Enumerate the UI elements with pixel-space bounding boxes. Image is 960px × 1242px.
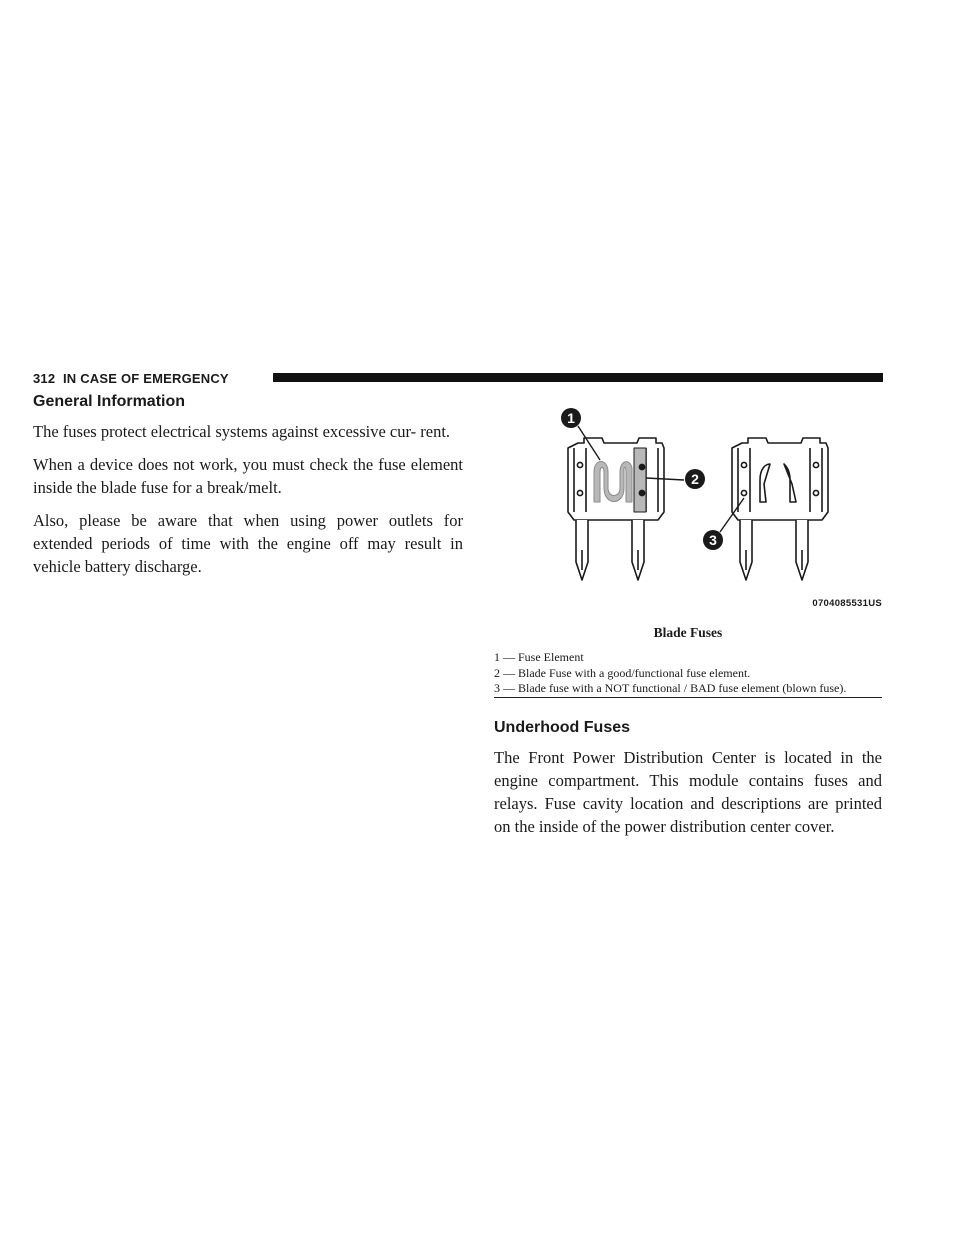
- header-rule: [273, 373, 883, 382]
- section-title: IN CASE OF EMERGENCY: [63, 371, 229, 386]
- legend-item-blown-fuse: 3 — Blade fuse with a NOT functional / BAD fuse element (blown fuse).: [494, 681, 847, 695]
- figure-legend: [494, 650, 882, 698]
- page-header: [33, 368, 883, 388]
- callout-2-label: 2: [691, 471, 699, 487]
- blown-fuse-illustration: [732, 438, 828, 580]
- legend-rule: [494, 697, 882, 698]
- legend-item-fuse-element: 1 — Fuse Element: [494, 650, 584, 664]
- callout-2: [685, 469, 705, 489]
- blade-fuses-figure: [494, 400, 882, 612]
- callout-3-label: 3: [709, 532, 717, 548]
- callout-1: [561, 408, 581, 428]
- paragraph-front-power-distribution: The Front Power Distribution Center is located in the engine compartment. This module contains fuses and relays. Fuse cavity location and descriptions are printed on the inside of the power distribution center cover.: [494, 747, 882, 836]
- general-information-section: [33, 393, 463, 588]
- right-column: [494, 400, 882, 848]
- paragraph-check-fuse: When a device does not work, you must check the fuse element inside the blade fuse for a break/melt.: [33, 455, 463, 497]
- paragraph-power-outlets: Also, please be aware that when using power outlets for extended periods of time with the engine off may result in vehicle battery discharge.: [33, 511, 463, 576]
- general-information-heading: General Information: [33, 393, 186, 410]
- paragraph-fuses-protect: The fuses protect electrical systems against excessive cur- rent.: [33, 422, 451, 441]
- blade-fuses-illustration: [494, 400, 882, 600]
- figure-code: 0704085531US: [812, 598, 882, 609]
- legend-item-good-fuse: 2 — Blade Fuse with a good/functional fuse element.: [494, 665, 751, 680]
- good-fuse-illustration: [568, 438, 664, 580]
- page-number: 312: [33, 371, 56, 386]
- underhood-fuses-heading: Underhood Fuses: [494, 718, 631, 736]
- callout-1-label: 1: [567, 410, 575, 426]
- figure-caption: Blade Fuses: [653, 625, 723, 640]
- callout-3: [703, 530, 723, 550]
